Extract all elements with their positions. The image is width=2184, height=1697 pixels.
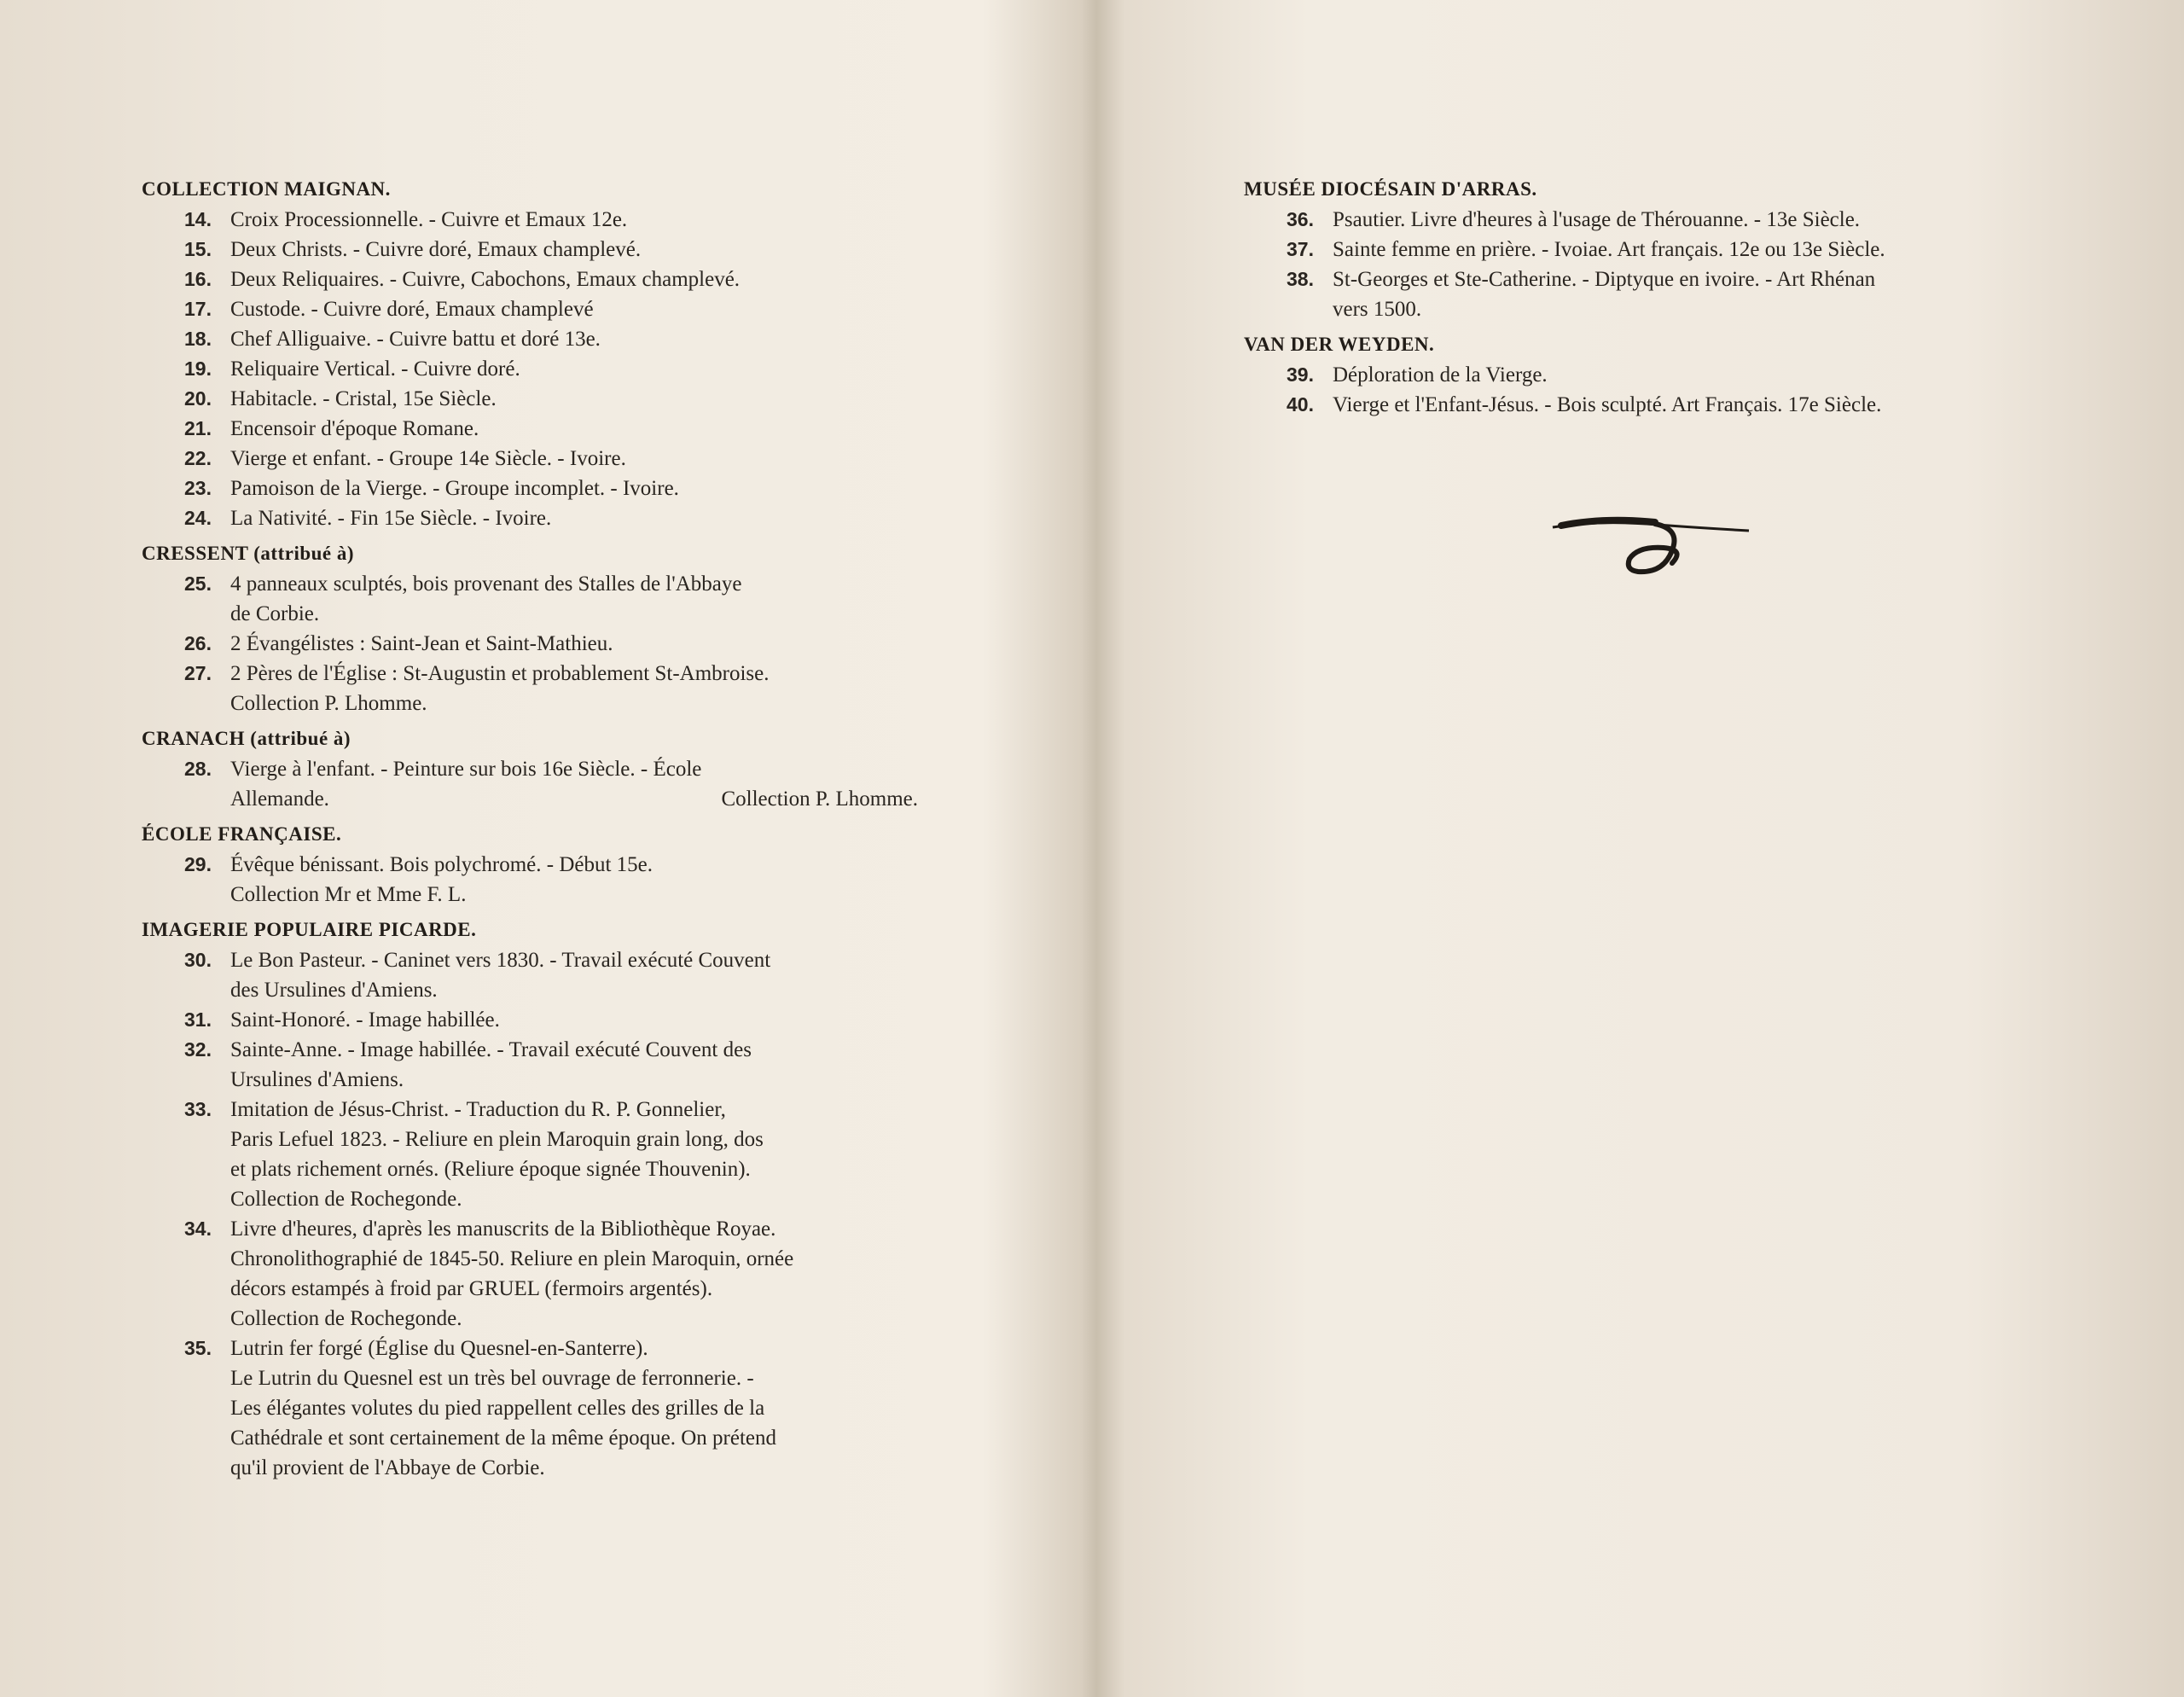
entry-line: 2 Évangélistes : Saint-Jean et Saint-Mathieu.	[230, 632, 613, 655]
catalog-entry	[142, 354, 944, 384]
entry-text	[230, 503, 944, 533]
catalog-entry	[142, 264, 944, 294]
entry-text	[230, 294, 944, 324]
entry-line: Collection de Rochegonde.	[230, 1307, 462, 1330]
entry-text	[230, 1035, 944, 1095]
catalog-entry	[1244, 235, 2046, 264]
entry-line: Ursulines d'Amiens.	[230, 1068, 404, 1091]
entry-line: Le Lutrin du Quesnel est un très bel ouvrage de ferronnerie. -	[230, 1367, 754, 1390]
catalog-entry	[142, 205, 944, 235]
entry-number: 20.	[184, 387, 212, 410]
catalog-entry	[142, 414, 944, 444]
entry-line: Lutrin fer forgé (Église du Quesnel-en-Santerre).	[230, 1337, 648, 1360]
entry-line: Vierge et l'Enfant-Jésus. - Bois sculpté. Art Français. 17e Siècle.	[1333, 393, 1882, 416]
catalog-entry	[142, 1035, 944, 1095]
entry-line: Chef Alliguaive. - Cuivre battu et doré 13e.	[230, 328, 601, 351]
entry-number: 21.	[184, 417, 212, 439]
entry-line: 2 Pères de l'Église : St-Augustin et probablement St-Ambroise.	[230, 662, 770, 685]
entry-line: Psautier. Livre d'heures à l'usage de Thérouanne. - 13e Siècle.	[1333, 208, 1861, 231]
entry-line: Imitation de Jésus-Christ. - Traduction du R. P. Gonnelier,	[230, 1098, 726, 1121]
entry-number: 14.	[184, 208, 212, 230]
entry-line: Collection P. Lhomme.	[230, 692, 427, 715]
catalog-section	[142, 819, 944, 910]
catalog-section	[142, 174, 944, 533]
entry-text	[1333, 390, 2046, 420]
left-column	[142, 174, 944, 1488]
catalog-entry	[142, 503, 944, 533]
entry-line: St-Georges et Ste-Catherine. - Diptyque en ivoire. - Art Rhénan	[1333, 268, 1876, 291]
entry-number: 31.	[184, 1008, 212, 1031]
entry-text	[230, 945, 944, 1005]
entry-number: 32.	[184, 1038, 212, 1061]
entry-text	[1333, 360, 2046, 390]
entry-number: 23.	[184, 477, 212, 499]
entry-number: 24.	[184, 507, 212, 529]
catalog-entry	[1244, 360, 2046, 390]
entry-line: Croix Processionnelle. - Cuivre et Emaux 12e.	[230, 208, 628, 231]
entry-text	[230, 444, 944, 474]
entry-text	[230, 754, 944, 814]
catalog-entry	[142, 384, 944, 414]
catalog-entry	[142, 474, 944, 503]
entry-number: 36.	[1287, 208, 1314, 230]
entry-number: 34.	[184, 1218, 212, 1240]
catalog-entry	[142, 294, 944, 324]
entry-line: Évêque bénissant. Bois polychromé. - Début 15e.	[230, 853, 653, 876]
entry-line: Sainte-Anne. - Image habillée. - Travail exécuté Couvent des	[230, 1038, 752, 1061]
entry-number: 16.	[184, 268, 212, 290]
entry-line: Chronolithographié de 1845-50. Reliure en plein Maroquin, ornée	[230, 1247, 794, 1270]
entry-line: Reliquaire Vertical. - Cuivre doré.	[230, 357, 520, 381]
catalog-entry	[142, 850, 944, 910]
entry-line: et plats richement ornés. (Reliure époque signée Thouvenin).	[230, 1158, 751, 1181]
entry-number: 28.	[184, 758, 212, 780]
entry-line: Custode. - Cuivre doré, Emaux champlevé	[230, 298, 594, 321]
catalog-entry	[142, 659, 944, 718]
entry-line: Vierge et enfant. - Groupe 14e Siècle. - Ivoire.	[230, 447, 626, 470]
entry-text	[230, 569, 944, 629]
section-heading: MUSÉE DIOCÉSAIN D'ARRAS.	[1244, 178, 1537, 200]
right-column	[1244, 174, 2046, 425]
section-heading: CRANACH (attribué à)	[142, 728, 351, 749]
entry-text	[1333, 235, 2046, 264]
entry-text	[230, 264, 944, 294]
entry-number: 30.	[184, 949, 212, 971]
entry-line: Encensoir d'époque Romane.	[230, 417, 479, 440]
flourish-ornament-icon	[1544, 512, 1757, 589]
section-heading: CRESSENT (attribué à)	[142, 543, 355, 564]
entry-line	[230, 784, 944, 814]
catalog-entry	[1244, 390, 2046, 420]
entry-text	[1333, 264, 2046, 324]
catalog-section	[1244, 174, 2046, 324]
entry-number: 27.	[184, 662, 212, 684]
entry-number: 35.	[184, 1337, 212, 1359]
entry-text	[230, 324, 944, 354]
entry-line: Déploration de la Vierge.	[1333, 363, 1548, 386]
entry-text	[230, 205, 944, 235]
entry-line: des Ursulines d'Amiens.	[230, 979, 438, 1002]
entry-number: 37.	[1287, 238, 1314, 260]
entry-line: Vierge à l'enfant. - Peinture sur bois 16e Siècle. - École	[230, 758, 702, 781]
entry-text	[230, 1095, 944, 1214]
entry-line: Collection Mr et Mme F. L.	[230, 883, 467, 906]
entry-line: Paris Lefuel 1823. - Reliure en plein Maroquin grain long, dos	[230, 1128, 764, 1151]
entry-line-text: Allemande.	[230, 787, 329, 811]
catalog-entry	[142, 1005, 944, 1035]
catalog-entry	[1244, 205, 2046, 235]
entry-line: Habitacle. - Cristal, 15e Siècle.	[230, 387, 497, 410]
catalog-section	[1244, 329, 2046, 420]
entry-line: Cathédrale et sont certainement de la même époque. On prétend	[230, 1427, 777, 1450]
entry-line: qu'il provient de l'Abbaye de Corbie.	[230, 1456, 545, 1479]
catalog-entry	[142, 444, 944, 474]
entry-line: vers 1500.	[1333, 298, 1422, 321]
section-heading: IMAGERIE POPULAIRE PICARDE.	[142, 919, 477, 940]
entry-text	[230, 1005, 944, 1035]
entry-text	[230, 659, 944, 718]
entry-line: Le Bon Pasteur. - Caninet vers 1830. - Travail exécuté Couvent	[230, 949, 771, 972]
catalog-entry	[142, 235, 944, 264]
entry-number: 15.	[184, 238, 212, 260]
entry-text	[230, 354, 944, 384]
entry-text	[230, 629, 944, 659]
entry-line: Collection de Rochegonde.	[230, 1188, 462, 1211]
entry-line: 4 panneaux sculptés, bois provenant des Stalles de l'Abbaye	[230, 572, 742, 596]
entry-number: 39.	[1287, 363, 1314, 386]
entry-text	[230, 235, 944, 264]
entry-line: La Nativité. - Fin 15e Siècle. - Ivoire.	[230, 507, 552, 530]
entry-number: 25.	[184, 572, 212, 595]
entry-text	[230, 474, 944, 503]
catalog-entry	[142, 1214, 944, 1334]
catalog-entry	[142, 629, 944, 659]
entry-text	[230, 1334, 944, 1483]
entry-text	[230, 414, 944, 444]
section-heading: VAN DER WEYDEN.	[1244, 334, 1435, 355]
entry-line: Sainte femme en prière. - Ivoiae. Art français. 12e ou 13e Siècle.	[1333, 238, 1885, 261]
entry-text	[230, 384, 944, 414]
entry-text	[230, 850, 944, 910]
catalog-entry	[142, 1334, 944, 1483]
entry-text	[230, 1214, 944, 1334]
entry-line: de Corbie.	[230, 602, 320, 625]
collection-note: Collection P. Lhomme.	[721, 787, 918, 811]
catalog-entry	[142, 1095, 944, 1214]
catalog-section	[142, 915, 944, 1483]
entry-number: 38.	[1287, 268, 1314, 290]
entry-line: Pamoison de la Vierge. - Groupe incomplet. - Ivoire.	[230, 477, 679, 500]
catalog-section	[142, 538, 944, 718]
entry-line: Deux Reliquaires. - Cuivre, Cabochons, Emaux champlevé.	[230, 268, 741, 291]
entry-number: 18.	[184, 328, 212, 350]
entry-number: 40.	[1287, 393, 1314, 416]
entry-line: Deux Christs. - Cuivre doré, Emaux champlevé.	[230, 238, 642, 261]
entry-line: Les élégantes volutes du pied rappellent celles des grilles de la	[230, 1397, 765, 1420]
entry-line: Saint-Honoré. - Image habillée.	[230, 1008, 500, 1032]
catalog-section	[142, 724, 944, 814]
catalog-entry	[142, 324, 944, 354]
catalog-entry	[1244, 264, 2046, 324]
right-page	[1094, 0, 2184, 1697]
catalog-entry	[142, 754, 944, 814]
entry-number: 17.	[184, 298, 212, 320]
entry-line: Livre d'heures, d'après les manuscrits de la Bibliothèque Royae.	[230, 1218, 776, 1241]
entry-number: 33.	[184, 1098, 212, 1120]
entry-text	[1333, 205, 2046, 235]
entry-number: 29.	[184, 853, 212, 875]
catalog-entry	[142, 569, 944, 629]
entry-number: 26.	[184, 632, 212, 654]
catalog-entry	[142, 945, 944, 1005]
entry-line: décors estampés à froid par GRUEL (fermoirs argentés).	[230, 1277, 713, 1300]
section-heading: ÉCOLE FRANÇAISE.	[142, 823, 342, 845]
entry-number: 19.	[184, 357, 212, 380]
section-heading: COLLECTION MAIGNAN.	[142, 178, 391, 200]
entry-number: 22.	[184, 447, 212, 469]
